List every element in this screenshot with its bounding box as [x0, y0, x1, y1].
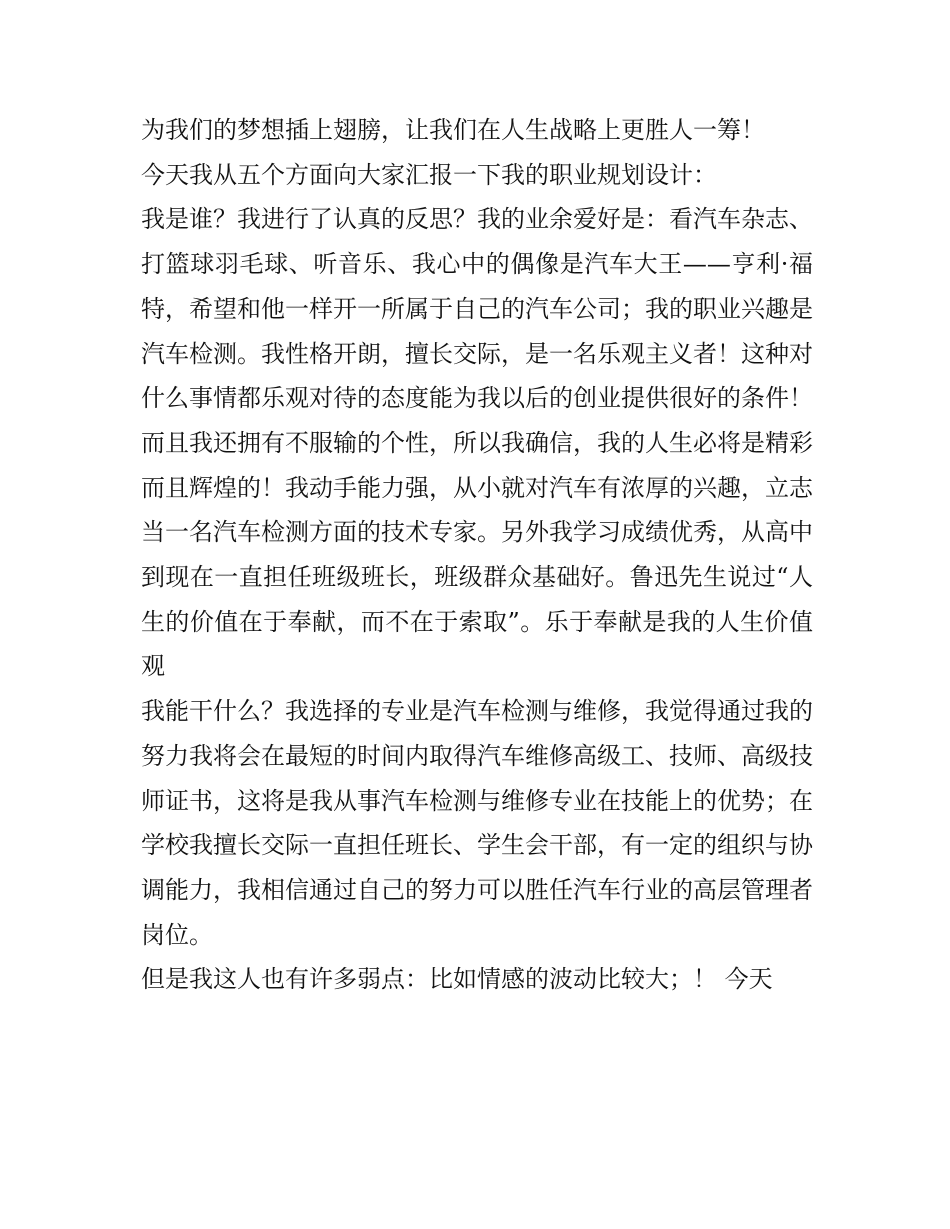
paragraph-3: 我是谁？我进行了认真的反思？我的业余爱好是：看汽车杂志、打篮球羽毛球、听音乐、我心中的偶像是汽车大王——亨利·福特，希望和他一样开一所属于自己的汽车公司；我的职业兴趣是汽车检测。我性格开朗，擅长交际，是一名乐观主义者！这种对什么事情都乐观对待的态度能为我以后的创业提供很好的条件！而且我还拥有不服输的个性，所以我确信，我的人生必将是精彩而且辉煌的！我动手能力强，从小就对汽车有浓厚的兴趣，立志当一名汽车检测方面的技术专家。另外我学习成绩优秀，从高中到现在一直担任班级班长，班级群众基础好。鲁迅先生说过“人生的价值在于奉献，而不在于索取”。乐于奉献是我的人生价值观 — [141, 205, 813, 681]
paragraph-5: 但是我这人也有许多弱点：比如情感的波动比较大；！ 今天 — [141, 965, 773, 994]
document-body — [141, 108, 813, 1002]
paragraph-1: 为我们的梦想插上翅膀，让我们在人生战略上更胜人一筹！ — [141, 116, 765, 144]
paragraph-2: 今天我从五个方面向大家汇报一下我的职业规划设计： — [141, 160, 717, 189]
paragraph-4: 我能干什么？我选择的专业是汽车检测与维修，我觉得通过我的努力我将会在最短的时间内取得汽车维修高级工、技师、高级技师证书，这将是我从事汽车检测与维修专业在技能上的优势；在学校我擅长交际一直担任班长、学生会干部，有一定的组织与协调能力，我相信通过自己的努力可以胜任汽车行业的高层管理者岗位。 — [141, 697, 813, 949]
